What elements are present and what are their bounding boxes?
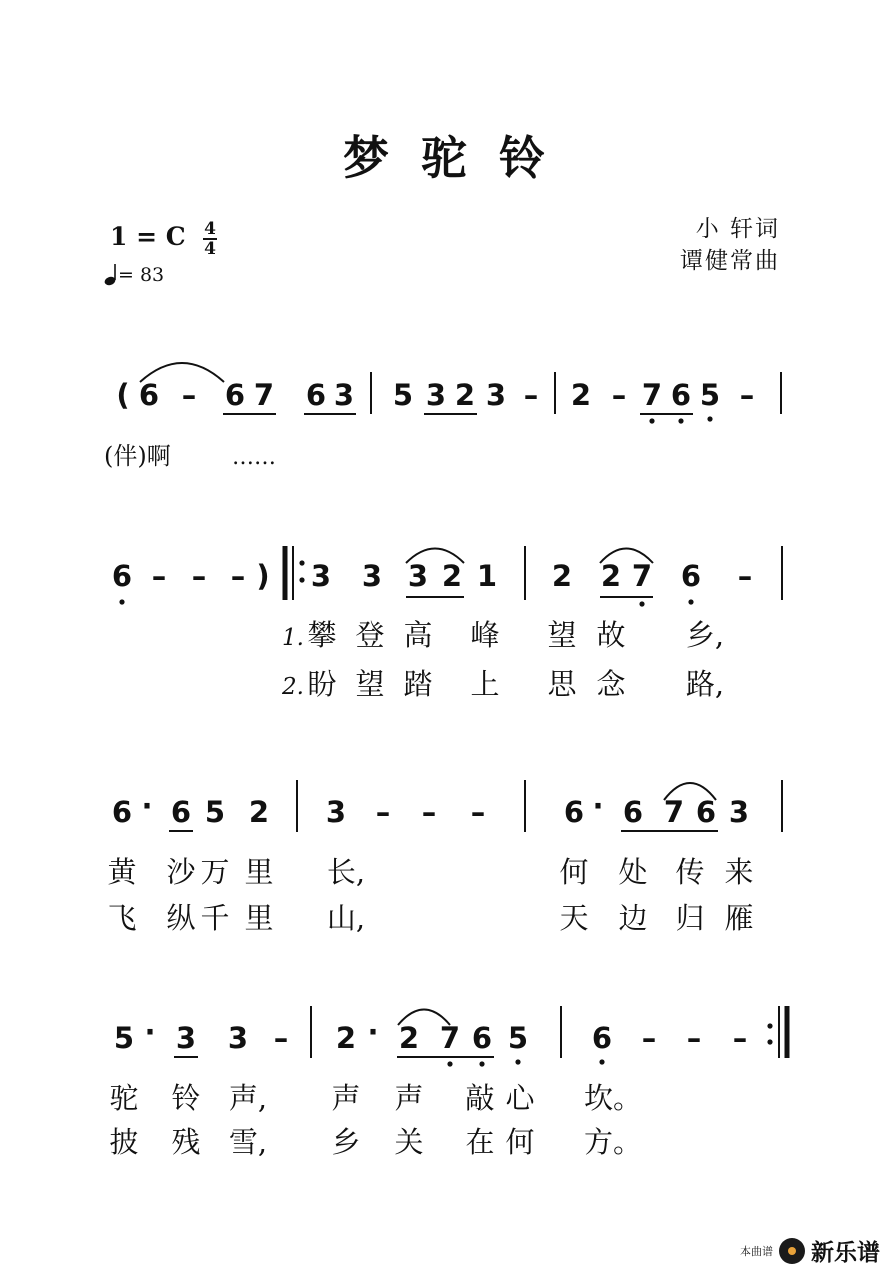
dash: – [151,559,167,593]
note: 3 [485,378,507,412]
dash: – [470,795,486,829]
tempo-value: = 83 [118,264,165,286]
augmentation-dot: · [144,1015,156,1049]
note: 2 [570,378,592,412]
paren-open: ( [116,378,130,412]
dash: – [523,378,539,412]
lyric: 念 [596,667,626,701]
dash: – [181,378,197,412]
lyric: 望 [547,618,577,652]
lyric: 传 [675,855,705,889]
lyric: 处 [618,855,648,889]
note: 7 [631,559,653,593]
paren-close: ) [256,559,270,593]
time-signature-bottom: 4 [204,239,216,259]
note: 5 [204,795,226,829]
verse-number-1: 1. [282,625,304,651]
lyric: 高 [403,618,433,652]
dash: – [191,559,207,593]
note: 7 [439,1021,461,1055]
score-line-4 [114,1006,787,1067]
lyric: 声, [228,1081,268,1115]
lyric: 何 [505,1125,535,1159]
lyric: 声 [394,1081,424,1115]
lyric: 上 [470,667,500,701]
lyric: 山, [326,901,366,935]
intro-lyric: (伴)啊 [104,442,171,470]
octave-dot [447,1061,452,1066]
note: 2 [335,1021,357,1055]
note: 6 [591,1021,613,1055]
augmentation-dot: · [367,1015,379,1049]
octave-dot [599,1059,604,1064]
lyric: 何 [559,855,589,889]
lyric: 长, [326,855,366,889]
note: 3 [425,378,447,412]
lyric: 沙 [166,855,196,889]
lyric: 乡, [685,618,725,652]
dash: – [375,795,391,829]
repeat-dot [767,1039,772,1044]
dash: – [737,559,753,593]
lyric: 路, [685,667,725,701]
note: 3 [310,559,332,593]
lyric: 望 [355,667,385,701]
octave-dot [707,416,712,421]
octave-dot [678,418,683,423]
octave-dot [119,599,124,604]
repeat-dot [299,560,304,565]
note: 2 [600,559,622,593]
lyric: 雁 [724,901,754,935]
lyric: 黄 [107,855,137,889]
dash: – [611,378,627,412]
lyric: 披 [109,1125,139,1159]
verse-number-2: 2. [282,674,304,700]
dash: – [421,795,437,829]
note: 2 [398,1021,420,1055]
lyric: 里 [244,901,274,935]
score-line-2 [112,546,782,607]
lyric: 盼 [307,667,337,701]
note: 6 [622,795,644,829]
note: 6 [563,795,585,829]
dash: – [739,378,755,412]
note: 5 [392,378,414,412]
lyric: 故 [596,618,626,652]
composer-credit: 谭健常曲 [680,248,780,274]
note: 6 [305,378,327,412]
lyric: 来 [724,855,754,889]
repeat-dot [299,577,304,582]
lyricist-credit: 小 轩词 [695,216,780,242]
footer-prefix: 本曲谱 [740,1244,773,1258]
note: 3 [175,1021,197,1055]
note: 6 [471,1021,493,1055]
lyric: 心 [505,1081,535,1115]
repeat-dot [767,1023,772,1028]
lyric: 万 [200,855,230,889]
note: 6 [138,378,160,412]
intro-ellipsis: …… [232,445,276,470]
note: 3 [407,559,429,593]
song-title: 梦驼铃 [343,131,577,185]
lyric: 归 [675,901,705,935]
dash: – [230,559,246,593]
site-watermark [740,1234,880,1267]
lyric: 踏 [403,667,433,701]
lyric: 雪, [228,1125,268,1159]
lyric: 方。 [583,1125,643,1159]
lyric: 天 [559,901,589,935]
dash: – [686,1021,702,1055]
octave-dot [688,599,693,604]
note: 2 [441,559,463,593]
augmentation-dot: · [592,789,604,823]
lyric: 攀 [307,618,337,652]
note: 1 [476,559,498,593]
lyric: 登 [355,618,385,652]
note: 6 [224,378,246,412]
octave-dot [649,418,654,423]
lyric: 声 [331,1081,361,1115]
note: 6 [670,378,692,412]
note: 6 [111,559,133,593]
note: 7 [253,378,275,412]
note: 2 [551,559,573,593]
note: 5 [113,1021,135,1055]
note: 7 [641,378,663,412]
footer-brand: 新乐谱 [811,1240,880,1266]
lyric: 飞 [107,901,137,935]
lyric: 千 [200,901,230,935]
dash: – [273,1021,289,1055]
note: 3 [361,559,383,593]
note: 6 [695,795,717,829]
note: 3 [325,795,347,829]
score-line-1 [116,363,781,424]
octave-dot [639,601,644,606]
note: 5 [699,378,721,412]
octave-dot [479,1061,484,1066]
augmentation-dot: · [141,789,153,823]
note: 3 [728,795,750,829]
note: 3 [333,378,355,412]
key-signature: 1 = C [110,222,186,251]
octave-dot [515,1059,520,1064]
record-disc-icon [779,1238,805,1264]
dash: – [641,1021,657,1055]
lyric: 峰 [470,618,500,652]
score-line-3 [112,780,782,832]
note: 5 [507,1021,529,1055]
lyric: 思 [547,667,577,701]
note: 7 [663,795,685,829]
lyric: 纵 [166,901,196,935]
note: 6 [111,795,133,829]
note: 2 [454,378,476,412]
lyric: 敲 [465,1081,495,1115]
lyric: 在 [465,1125,495,1159]
lyric: 残 [171,1125,201,1159]
time-signature-top: 4 [204,219,216,239]
note: 6 [170,795,192,829]
lyric: 驼 [109,1081,139,1115]
lyric: 坎。 [583,1081,643,1115]
note: 6 [680,559,702,593]
note: 3 [227,1021,249,1055]
lyric: 边 [618,901,648,935]
lyric: 关 [394,1125,424,1159]
lyric: 里 [244,855,274,889]
note: 2 [248,795,270,829]
lyric: 铃 [171,1081,201,1115]
lyric: 乡 [331,1125,361,1159]
dash: – [732,1021,748,1055]
